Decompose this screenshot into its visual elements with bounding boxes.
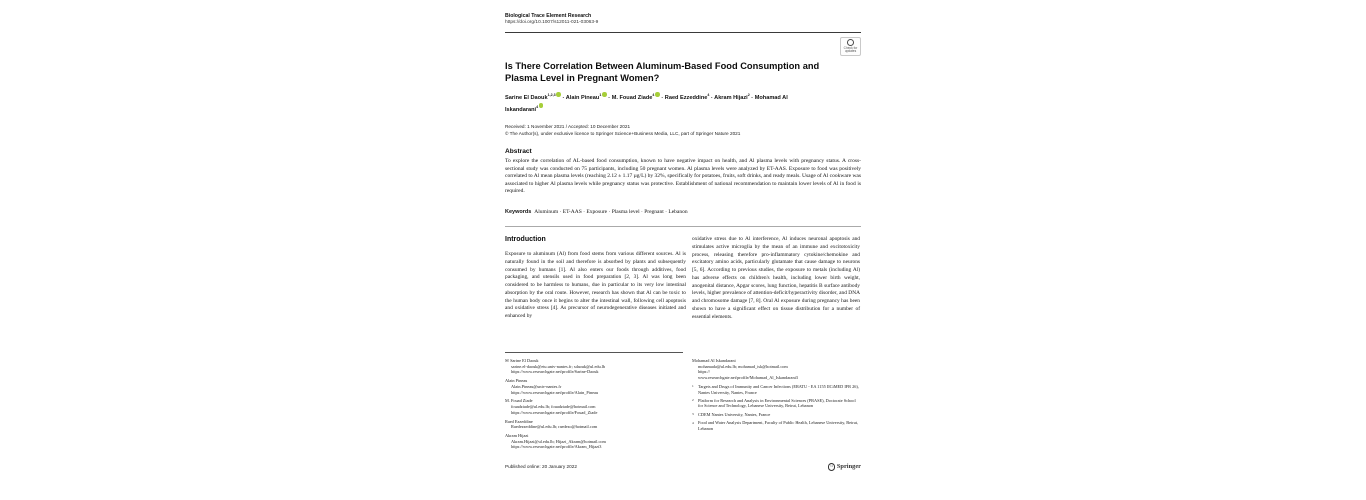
correspondence-detail: www.researchgate.net/profile/Mohamad_Al_Iskandarani3 xyxy=(698,375,798,381)
affiliation-entry xyxy=(692,398,860,409)
correspondence-detail: Alain.Pineau@univ-nantes.fr xyxy=(511,383,562,389)
correspondence-name: Akram Hijazi xyxy=(505,433,529,439)
affiliation-entry xyxy=(692,412,860,418)
correspondence-detail: https://www.researchgate.net/profile/Fouad_Ziade xyxy=(511,409,598,415)
author-affiliation-sup: 2 xyxy=(747,93,750,98)
correspondence-detail: Raedezzeddine@ul.edu.lb; raedezo@hotmail.com xyxy=(511,424,598,430)
correspondence-name: M. Fouad Ziade xyxy=(505,398,533,404)
affiliation-number: 2 xyxy=(692,398,694,403)
affiliation-text: Targets and Drugs of Immunity and Cancer Infections (ERATU - EA 1155 IICiMED IFR 26), Nantes University, Nantes, France xyxy=(698,383,859,395)
correspondence-entry xyxy=(505,433,686,450)
author-affiliation-sup: 4 xyxy=(707,93,710,98)
abstract-heading: Abstract xyxy=(505,148,532,155)
correspondence-entry xyxy=(505,398,686,415)
introduction-paragraph-left: Exposure to aluminum (Al) from food stems from various different sources. Al is naturally found in the soil and therefore is absorbed by plants and subsequently consumed by humans [1]. Al also enters our foods through additives, food packaging, and utensils used in food preparation [2, 3]. Al was long been considered to be harmless to humans, due in particular to its very low intestinal absorption by the oral route. However, research has shown that Al can be toxic to the human body once it begins to alter the intestinal wall, following cell apoptosis and oxidative stress [4]. As precursor of neurodegenerative diseases initiated and enhanced by xyxy=(505,251,686,320)
correspondence-detail: fouadziade@ul.edu.lb; fouadziade@hotmail.com xyxy=(511,404,596,410)
correspondence-entry xyxy=(505,378,686,395)
affiliation-entry xyxy=(692,384,860,395)
correspondence-name: Mohamad Al Iskandarani xyxy=(692,358,736,363)
correspondence-name: ✉ Sarine El Daouk xyxy=(505,358,539,363)
doi-link: https://doi.org/10.1007/s12011-021-03063-9 xyxy=(505,20,599,26)
correspondence-detail: Akram.Hijazi@ul.edu.lb; Hijazi_Akram@hotmail.com xyxy=(511,438,606,444)
affiliation-number: 1 xyxy=(692,384,694,389)
affiliation-number: 4 xyxy=(692,420,694,425)
correspondence-entry xyxy=(505,358,686,375)
introduction-heading: Introduction xyxy=(505,236,546,243)
author: Akram Hijazi$^2$ xyxy=(714,93,750,102)
body-right-column xyxy=(692,236,860,322)
correspondence-detail: mohamada@ul.edu.lb; mohamad_isk@hotmail.com xyxy=(698,363,788,369)
correspondence-entry xyxy=(505,419,686,430)
orcid-icon[interactable] xyxy=(539,103,544,108)
journal-name: Biological Trace Element Research xyxy=(505,13,592,19)
check-updates-icon xyxy=(847,39,854,46)
author-separator: · xyxy=(749,95,755,102)
journal-header xyxy=(505,13,598,26)
paper-page xyxy=(497,0,869,500)
affiliation-number: 3 xyxy=(692,412,694,417)
author: Raed Ezzeddine$^4$ xyxy=(664,93,710,102)
check-for-updates-badge[interactable] xyxy=(840,37,861,56)
keywords-line xyxy=(505,209,861,215)
affiliation-text: Food and Water Analysis Department, Faculty of Public Health, Lebanese University, Beirut, Lebanon xyxy=(698,420,859,431)
author: Alain Pineau$^1$ xyxy=(566,95,607,101)
affiliation-entry xyxy=(692,420,860,431)
article-title: Is There Correlation Between Aluminum-Based Food Consumption and Plasma Level in Pregnant Women? xyxy=(505,61,820,84)
keywords-rule xyxy=(505,226,861,227)
author-separator: · xyxy=(560,95,566,102)
correspondence-detail: https://www.researchgate.net/profile/Akram_Hijazi3 xyxy=(511,444,602,450)
footnote-rule xyxy=(505,352,683,353)
dates-block xyxy=(505,124,861,138)
author-separator: · xyxy=(659,95,665,102)
author: M. Fouad Ziade$^4$ xyxy=(612,95,660,101)
keywords-values: Aluminum · ET-AAS · Exposure · Plasma level · Pregnant · Lebanon xyxy=(534,209,688,215)
abstract-text: To explore the correlation of AL-based food consumption, known to have negative impact on health, and Al plasma levels with pregnancy status. A cross-sectional study was conducted on 75 participants, including 50 pregnant women. Al plasma levels were analyzed by ET-AAS. Exposure to food was positively correlated to Al mean plasma levels (reaching 2.12 ± 1.17 µg/L) by 32%, specifically for potatoes, fruits, soft drinks, and ready meals. Usage of Al cookware was associated to higher Al plasma levels while pregnancy status was protective. Establishment of national recommendation to maintain lower levels of Al in food is required. xyxy=(505,158,861,195)
affiliation-text: CDEM Nantes University, Nantes, France xyxy=(698,411,771,417)
envelope-icon: ✉ xyxy=(505,358,509,363)
introduction-paragraph-right: oxidative stress due to Al interference, Al induces neuronal apoptosis and stimulates active microglia by the mean of an immune and excitotoxicity process, releasing therefore pro-inflammatory cytokine/chemokine and excitatory amino acids, particularly glutamate that cause damage to neurons [5, 6]. According to previous studies, the exposure to metals (including Al) has adverse effects on children's health, including lower birth weight, anogenital distance, Apgar scores, lung function, hepatitis B surface antibody levels, higher prevalence of attention-deficit/hyperactivity disorder, and DNA and chromosome damage [7, 8]. Oral Al exposure during pregnancy has been shown to have a significant effect on tissue distribution for a number of essential elements. xyxy=(692,236,860,320)
author-affiliation-sup: 4 xyxy=(536,104,539,109)
author-separator: · xyxy=(709,95,715,102)
page-footer xyxy=(505,463,861,471)
author-separator: · xyxy=(606,95,612,102)
correspondence-name: Alain Pineau xyxy=(505,378,528,384)
springer-horse-icon: ♘ xyxy=(829,464,834,470)
copyright-line: © The Author(s), under exclusive licence to Springer Science+Business Media, LLC, part of Springer Nature 2021 xyxy=(505,130,741,136)
correspondence-detail: https:// xyxy=(698,369,710,375)
author-affiliation-sup: 1 xyxy=(599,93,602,98)
author-affiliation-sup: 1,2,3 xyxy=(547,93,556,98)
body-columns xyxy=(505,236,861,322)
correspondence-detail: sarine.el-daouk@etu.univ-nantes.fr; sdaouk@ul.edu.lb xyxy=(511,363,606,369)
published-online-line: Published online: 20 January 2022 xyxy=(505,464,577,470)
springer-logo xyxy=(828,463,861,471)
correspondence-detail: https://www.researchgate.net/profile/Alain_Pineau xyxy=(511,389,599,395)
received-accepted-line: Received: 1 November 2021 / Accepted: 10 December 2021 xyxy=(505,124,631,129)
footnotes-left-column xyxy=(505,358,686,453)
header-rule xyxy=(505,32,861,33)
author-list xyxy=(505,92,817,114)
author: Sarine El Daouk$^{1,2,3}$ xyxy=(505,95,561,101)
springer-wordmark: Springer xyxy=(836,463,861,471)
body-left-column xyxy=(505,236,686,322)
correspondence-entry xyxy=(692,358,860,381)
author-affiliation-sup: 4 xyxy=(652,93,655,98)
check-updates-label: Check for updates xyxy=(843,45,858,54)
footnotes-right-column xyxy=(692,358,860,453)
correspondence-detail: https://www.researchgate.net/profile/Sarine-Daouk xyxy=(511,369,599,375)
author: Mohamad Al Iskandarani$^4$ xyxy=(505,95,788,113)
footnotes xyxy=(505,358,861,453)
correspondence-name: Raed Ezzeddine xyxy=(505,418,533,424)
keywords-label: Keywords xyxy=(505,209,532,215)
affiliation-text: Platform for Research and Analysis in Environmental Sciences (PRASE), Doctorate School for Science and Technology, Lebanese University, Beirut, Lebanon xyxy=(698,397,856,409)
